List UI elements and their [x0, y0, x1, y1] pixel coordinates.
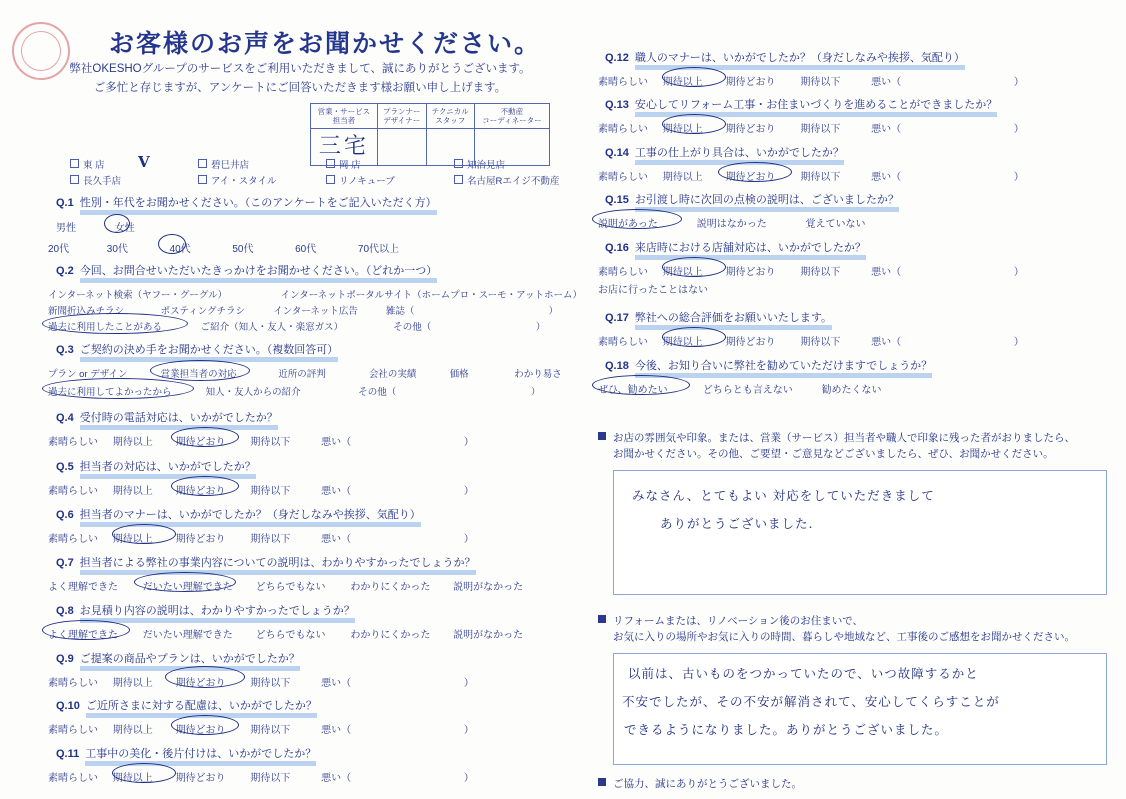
checkbox-icon: [198, 159, 207, 168]
option-as-expected[interactable]: 期待どおり: [175, 437, 226, 448]
option-bad-close: ）: [1013, 77, 1024, 88]
bullet-square-icon: [598, 432, 606, 440]
option-no-explanation[interactable]: 説明がなかった: [453, 630, 524, 641]
question-8-options[interactable]: [48, 626, 523, 641]
question-11: [56, 748, 316, 766]
question-7-options[interactable]: [48, 578, 523, 593]
option-above[interactable]: 期待以上: [662, 77, 703, 88]
option-mostly-understood[interactable]: だいたい理解できた: [142, 582, 233, 593]
option-bad[interactable]: 悪い（: [321, 678, 352, 689]
option-newspaper-insert[interactable]: 新聞折込みチラシ: [48, 306, 125, 317]
question-13-text: 安心してリフォーム工事・お住まいづくりを進めることができましたか？: [635, 99, 997, 117]
option-neutral[interactable]: どちらでもない: [255, 630, 326, 641]
option-definitely-recommend[interactable]: ぜひ、勧めたい: [598, 385, 668, 396]
branch-label-6: リノキューブ: [339, 175, 395, 187]
question-10-text: ご近所さまに対する配慮は、いかがでしたか？: [86, 700, 317, 718]
option-70s-plus[interactable]: 70代以上: [357, 244, 400, 255]
question-3-text: ご契約の決め手をお聞かせください。（複数回答可）: [80, 344, 339, 362]
option-20s[interactable]: 20代: [48, 244, 70, 255]
question-1-text: 性別・年代をお聞かせください。（このアンケートをご記入いただく方）: [80, 197, 437, 215]
lead-line-2: ご多忙と存じますが、アンケートにご回答いただきます様お願い申し上げます。: [93, 81, 507, 94]
question-3-options-row-2[interactable]: [48, 384, 540, 398]
question-12-options[interactable]: [598, 73, 1024, 88]
option-below[interactable]: 期待以下: [250, 534, 291, 545]
option-below[interactable]: 期待以下: [800, 77, 841, 88]
question-8-text: お見積り内容の説明は、わかりやすかったでしょうか？: [80, 605, 355, 623]
question-6-options[interactable]: [48, 530, 474, 545]
question-2-options-row-1[interactable]: [48, 287, 582, 301]
branch-checkbox-group: [70, 158, 604, 189]
staff-header-sales: 営業・サービス 担当者: [311, 104, 378, 129]
option-above[interactable]: 期待以上: [662, 267, 703, 278]
option-excellent[interactable]: 素晴らしい: [48, 678, 98, 689]
question-16-number: Q.16: [605, 242, 629, 254]
option-excellent[interactable]: 素晴らしい: [48, 486, 98, 497]
question-13: [605, 99, 997, 117]
option-sales-response[interactable]: 営業担当者の対応: [160, 369, 237, 380]
branch-check-mark: V: [138, 153, 150, 171]
option-as-expected[interactable]: 期待どおり: [175, 773, 226, 784]
option-excellent[interactable]: 素晴らしい: [598, 172, 648, 183]
question-14-number: Q.14: [605, 147, 629, 159]
option-bad[interactable]: 悪い（: [871, 172, 902, 183]
question-5: [56, 461, 256, 479]
branch-label-3: 知治見店: [467, 160, 506, 171]
question-15-number: Q.15: [605, 194, 629, 206]
question-12: [605, 52, 965, 70]
option-60s[interactable]: 60代: [295, 244, 317, 255]
option-bad[interactable]: 悪い（: [321, 725, 352, 736]
option-as-expected[interactable]: 期待どおり: [725, 337, 776, 348]
option-below[interactable]: 期待以下: [800, 124, 841, 135]
option-hard-to-understand[interactable]: わかりにくかった: [350, 582, 431, 593]
question-18: [605, 360, 932, 378]
option-30s[interactable]: 30代: [106, 244, 128, 255]
question-14-options[interactable]: [598, 168, 1024, 183]
option-excellent[interactable]: 素晴らしい: [48, 773, 98, 784]
question-2-number: Q.2: [56, 265, 74, 277]
option-above[interactable]: 期待以上: [662, 124, 703, 135]
option-excellent[interactable]: 素晴らしい: [48, 437, 98, 448]
free-text-1-answer-line-2: ありがとうございました.: [660, 516, 814, 531]
option-below[interactable]: 期待以下: [250, 486, 291, 497]
lead-paragraph: [40, 60, 560, 98]
question-11-options[interactable]: [48, 769, 474, 784]
free-text-2-prompt-line-2: お気に入りの場所やお気に入りの時間、暮らしや地域など、工事後のご感想をお聞かせください。: [613, 631, 1075, 644]
option-above[interactable]: 期待以上: [662, 337, 703, 348]
option-bad-close: ）: [463, 678, 474, 689]
question-4-number: Q.4: [56, 412, 74, 424]
question-16-options[interactable]: [598, 263, 1024, 278]
free-text-1-prompt: [598, 430, 1108, 463]
option-excellent[interactable]: 素晴らしい: [598, 337, 648, 348]
question-17: [605, 312, 832, 330]
closing-message: [598, 776, 802, 791]
closing-text: ご協力、誠にありがとうございました。: [613, 778, 802, 790]
checkbox-icon: [454, 175, 463, 184]
option-price[interactable]: 価格: [449, 369, 469, 380]
question-6-text: 担当者のマナーは、いかがでしたか？（身だしなみや挨拶、気配り）: [80, 509, 421, 527]
option-male[interactable]: 男性: [56, 223, 76, 234]
option-above[interactable]: 期待以上: [112, 773, 153, 784]
question-11-text: 工事中の美化・後片付けは、いかがでしたか？: [85, 748, 316, 766]
lead-line-1: 弊社OKESHOグループのサービスをご利用いただきまして、誠にありがとうございます。: [69, 63, 531, 75]
question-10-options[interactable]: [48, 721, 474, 736]
option-referral[interactable]: ご紹介（知人・友人・楽窓ガス）: [200, 322, 344, 333]
question-8-number: Q.8: [56, 605, 74, 617]
question-7-text: 担当者による弊社の事業内容についての説明は、わかりやすかったでしょうか？: [80, 557, 476, 575]
option-as-expected[interactable]: 期待どおり: [175, 534, 226, 545]
staff-value-sales: 三宅: [311, 129, 378, 166]
option-bad[interactable]: 悪い（: [871, 124, 902, 135]
question-6-number: Q.6: [56, 509, 74, 521]
option-hard-to-understand[interactable]: わかりにくかった: [350, 630, 431, 641]
question-1: [56, 197, 437, 215]
checkbox-icon: [198, 175, 207, 184]
question-17-text: 弊社への総合評価をお願いいたします。: [635, 312, 832, 330]
question-1-number: Q.1: [56, 197, 74, 209]
option-female[interactable]: 女性: [114, 223, 135, 234]
question-12-text: 職人のマナーは、いかがでしたか？（身だしなみや挨拶、気配り）: [635, 52, 965, 70]
option-understood-well[interactable]: よく理解できた: [48, 582, 118, 593]
question-8: [56, 605, 355, 623]
bullet-square-icon: [598, 615, 606, 623]
question-9-text: ご提案の商品やプランは、いかがでしたか？: [80, 653, 300, 671]
question-15-options[interactable]: [598, 215, 866, 230]
question-3-options-row-1[interactable]: [48, 366, 562, 380]
option-below[interactable]: 期待以下: [800, 267, 841, 278]
option-explained[interactable]: 説明があった: [598, 219, 658, 230]
branch-checkbox-6[interactable]: [326, 174, 454, 190]
option-other[interactable]: その他（: [358, 387, 397, 398]
checkbox-icon: [326, 159, 335, 168]
option-above[interactable]: 期待以上: [112, 534, 153, 545]
option-excellent[interactable]: 素晴らしい: [48, 534, 98, 545]
question-2-options-row-2[interactable]: [48, 303, 558, 317]
question-15-text: お引渡し時に次回の点検の説明は、ございましたか？: [635, 194, 899, 212]
option-above[interactable]: 期待以上: [112, 486, 153, 497]
option-not-recommend[interactable]: 勧めたくない: [821, 385, 882, 396]
option-bad-close: ）: [1013, 172, 1024, 183]
option-bad[interactable]: 悪い（: [321, 534, 352, 545]
question-2-text: 今回、お問合せいただいたきっかけをお聞かせください。（どれか一つ）: [80, 265, 438, 283]
question-13-number: Q.13: [605, 99, 629, 111]
question-10: [56, 700, 317, 718]
free-text-2-prompt: [598, 613, 1108, 646]
option-below[interactable]: 期待以下: [800, 172, 841, 183]
option-portal-site[interactable]: インターネットポータルサイト（ホームプロ・スーモ・アットホーム）: [280, 290, 582, 301]
question-4-text: 受付時の電話対応は、いかがでしたか？: [80, 412, 278, 430]
question-12-number: Q.12: [605, 52, 629, 64]
checkbox-icon: [326, 175, 335, 184]
option-below[interactable]: 期待以下: [250, 725, 291, 736]
branch-label-0: 東 店: [83, 160, 105, 171]
checkbox-icon: [70, 159, 79, 168]
option-above[interactable]: 期待以上: [112, 725, 153, 736]
branch-label-5: アイ・スタイル: [211, 175, 277, 187]
option-bad[interactable]: 悪い（: [871, 77, 902, 88]
free-text-2-answer-line-1: 以前は、古いものをつかっていたので、いつ故障するかと: [628, 666, 979, 681]
question-2-options-row-3[interactable]: [48, 319, 545, 333]
branch-label-4: 長久手店: [83, 175, 122, 187]
option-as-expected[interactable]: 期待どおり: [175, 725, 226, 736]
question-15: [605, 194, 899, 212]
question-17-options[interactable]: [598, 333, 1024, 348]
option-not-explained[interactable]: 説明はなかった: [696, 219, 767, 230]
branch-label-7: 名古屋Rエイジ不動産: [467, 175, 560, 187]
question-16-text: 来店時における店舗対応は、いかがでしたか？: [635, 242, 866, 260]
option-bad-close: ）: [463, 486, 474, 497]
option-excellent[interactable]: 素晴らしい: [48, 725, 98, 736]
option-no-explanation[interactable]: 説明がなかった: [453, 582, 524, 593]
option-plan-design[interactable]: プラン or デザイン: [48, 369, 128, 380]
option-bad-close: ）: [1013, 337, 1024, 348]
option-below[interactable]: 期待以下: [250, 678, 291, 689]
bullet-square-icon: [598, 778, 606, 786]
option-magazine[interactable]: 雑誌（: [385, 306, 415, 317]
option-as-expected[interactable]: 期待どおり: [175, 678, 226, 689]
staff-header-realestate: 不動産 コーディネーター: [474, 104, 549, 129]
question-9: [56, 653, 300, 671]
option-good-before[interactable]: 過去に利用してよかったから: [48, 387, 172, 398]
free-text-1-prompt-line-2: お聞かせください。その他、ご要望・ご意見などございましたら、ぜひ、お聞かせください。: [613, 448, 1054, 461]
question-4-options[interactable]: [48, 433, 474, 448]
question-9-options[interactable]: [48, 674, 474, 689]
page-title: お客様のお声をお聞かせください。: [108, 30, 541, 58]
branch-checkbox-2[interactable]: [326, 158, 454, 174]
question-10-number: Q.10: [56, 700, 80, 712]
branch-checkbox-0[interactable]: [70, 158, 198, 174]
checkbox-icon: [454, 159, 463, 168]
option-internet-search[interactable]: インターネット検索（ヤフー・グーグル）: [48, 290, 228, 301]
question-1-options-row-1[interactable]: [56, 219, 135, 234]
option-other-close: ）: [535, 322, 546, 333]
option-bad-close: ）: [1013, 124, 1024, 135]
option-understood-well[interactable]: よく理解できた: [48, 630, 118, 641]
option-50s[interactable]: 50代: [232, 244, 254, 255]
question-14: [605, 147, 844, 165]
option-bad[interactable]: 悪い（: [871, 267, 902, 278]
question-5-options[interactable]: [48, 482, 474, 497]
option-neutral[interactable]: どちらとも言えない: [702, 385, 793, 396]
question-18-number: Q.18: [605, 360, 629, 372]
checkbox-icon: [70, 175, 79, 184]
option-bad[interactable]: 悪い（: [321, 486, 352, 497]
question-5-text: 担当者の対応は、いかがでしたか？: [80, 461, 256, 479]
question-3-number: Q.3: [56, 344, 74, 356]
question-3: [56, 344, 338, 362]
option-above[interactable]: 期待以上: [662, 172, 703, 183]
option-reputation[interactable]: 近所の評判: [278, 369, 326, 380]
option-bad-close: ）: [463, 534, 474, 545]
staff-header-planner: プランナー デザイナー: [377, 104, 426, 129]
question-7-number: Q.7: [56, 557, 74, 569]
question-14-text: 工事の仕上がり具合は、いかがでしたか？: [635, 147, 844, 165]
branch-checkbox-4[interactable]: [70, 174, 198, 190]
option-used-before[interactable]: 過去に利用したことがある: [48, 322, 163, 333]
option-friend-referral[interactable]: 知人・友人からの紹介: [205, 387, 301, 398]
option-other-close: ）: [530, 387, 541, 398]
question-1-options-row-2[interactable]: [48, 240, 399, 255]
free-text-2-answer-line-3: できるようになりました。ありがとうございました。: [624, 722, 949, 737]
option-bad[interactable]: 悪い（: [321, 773, 352, 784]
option-other[interactable]: その他（: [393, 322, 432, 333]
question-11-number: Q.11: [56, 748, 80, 760]
option-as-expected[interactable]: 期待どおり: [175, 486, 226, 497]
option-below[interactable]: 期待以下: [250, 437, 291, 448]
option-mostly-understood[interactable]: だいたい理解できた: [142, 630, 233, 641]
question-17-number: Q.17: [605, 312, 629, 324]
option-excellent[interactable]: 素晴らしい: [598, 267, 648, 278]
question-16: [605, 242, 866, 260]
question-5-number: Q.5: [56, 461, 74, 473]
question-13-options[interactable]: [598, 120, 1024, 135]
option-40s[interactable]: 40代: [169, 244, 191, 255]
option-above[interactable]: 期待以上: [112, 437, 153, 448]
question-18-options[interactable]: [598, 381, 882, 396]
option-bad-close: ）: [1013, 267, 1024, 278]
free-text-1-prompt-line-1: お店の雰囲気や印象。または、営業（サービス）担当者や職人で印象に残った者がおりましたら、: [613, 432, 1075, 444]
branch-checkbox-1[interactable]: [198, 158, 326, 174]
question-4: [56, 412, 278, 430]
option-below[interactable]: 期待以下: [250, 773, 291, 784]
option-neutral[interactable]: どちらでもない: [255, 582, 326, 593]
option-as-expected[interactable]: 期待どおり: [725, 124, 776, 135]
option-magazine-close: ）: [548, 306, 559, 317]
question-18-text: 今後、お知り合いに弊社を勧めていただけますでしょうか？: [635, 360, 932, 378]
option-posting-flyer[interactable]: ポスティングチラシ: [160, 306, 246, 317]
option-above[interactable]: 期待以上: [112, 678, 153, 689]
option-as-expected[interactable]: 期待どおり: [725, 77, 776, 88]
option-internet-ad[interactable]: インターネット広告: [273, 306, 358, 317]
staff-header-technical: テクニカル スタッフ: [426, 104, 474, 129]
option-never-visited[interactable]: お店に行ったことはない: [598, 285, 708, 296]
option-track-record[interactable]: 会社の実績: [368, 369, 417, 380]
question-9-number: Q.9: [56, 653, 74, 665]
free-text-1-answer-line-1: みなさん、とてもよい 対応をしていただきまして: [632, 488, 935, 503]
option-dont-remember[interactable]: 覚えていない: [805, 219, 866, 230]
option-excellent[interactable]: 素晴らしい: [598, 124, 648, 135]
option-clarity[interactable]: わかり易さ: [514, 369, 562, 380]
right-column: [580, 0, 1126, 799]
option-as-expected[interactable]: 期待どおり: [725, 172, 776, 183]
question-16-options-extra[interactable]: [598, 281, 708, 296]
free-text-2-answer-line-2: 不安でしたが、その不安が解消されて、安心してくらすことが: [622, 694, 1000, 709]
question-2: [56, 265, 437, 283]
staff-table: [310, 103, 550, 166]
branch-label-1: 碧巳井店: [211, 160, 250, 171]
option-excellent[interactable]: 素晴らしい: [598, 77, 648, 88]
question-6: [56, 509, 421, 527]
branch-label-2: 岡 店: [339, 160, 361, 171]
option-below[interactable]: 期待以下: [800, 337, 841, 348]
option-bad-close: ）: [463, 725, 474, 736]
question-7: [56, 557, 476, 575]
branch-checkbox-5[interactable]: [198, 174, 326, 190]
free-text-2-prompt-line-1: リフォームまたは、リノベーション後のお住まいで、: [613, 615, 864, 627]
option-bad[interactable]: 悪い（: [871, 337, 902, 348]
option-bad-close: ）: [463, 773, 474, 784]
option-bad[interactable]: 悪い（: [321, 437, 352, 448]
option-bad-close: ）: [463, 437, 474, 448]
option-as-expected[interactable]: 期待どおり: [725, 267, 776, 278]
